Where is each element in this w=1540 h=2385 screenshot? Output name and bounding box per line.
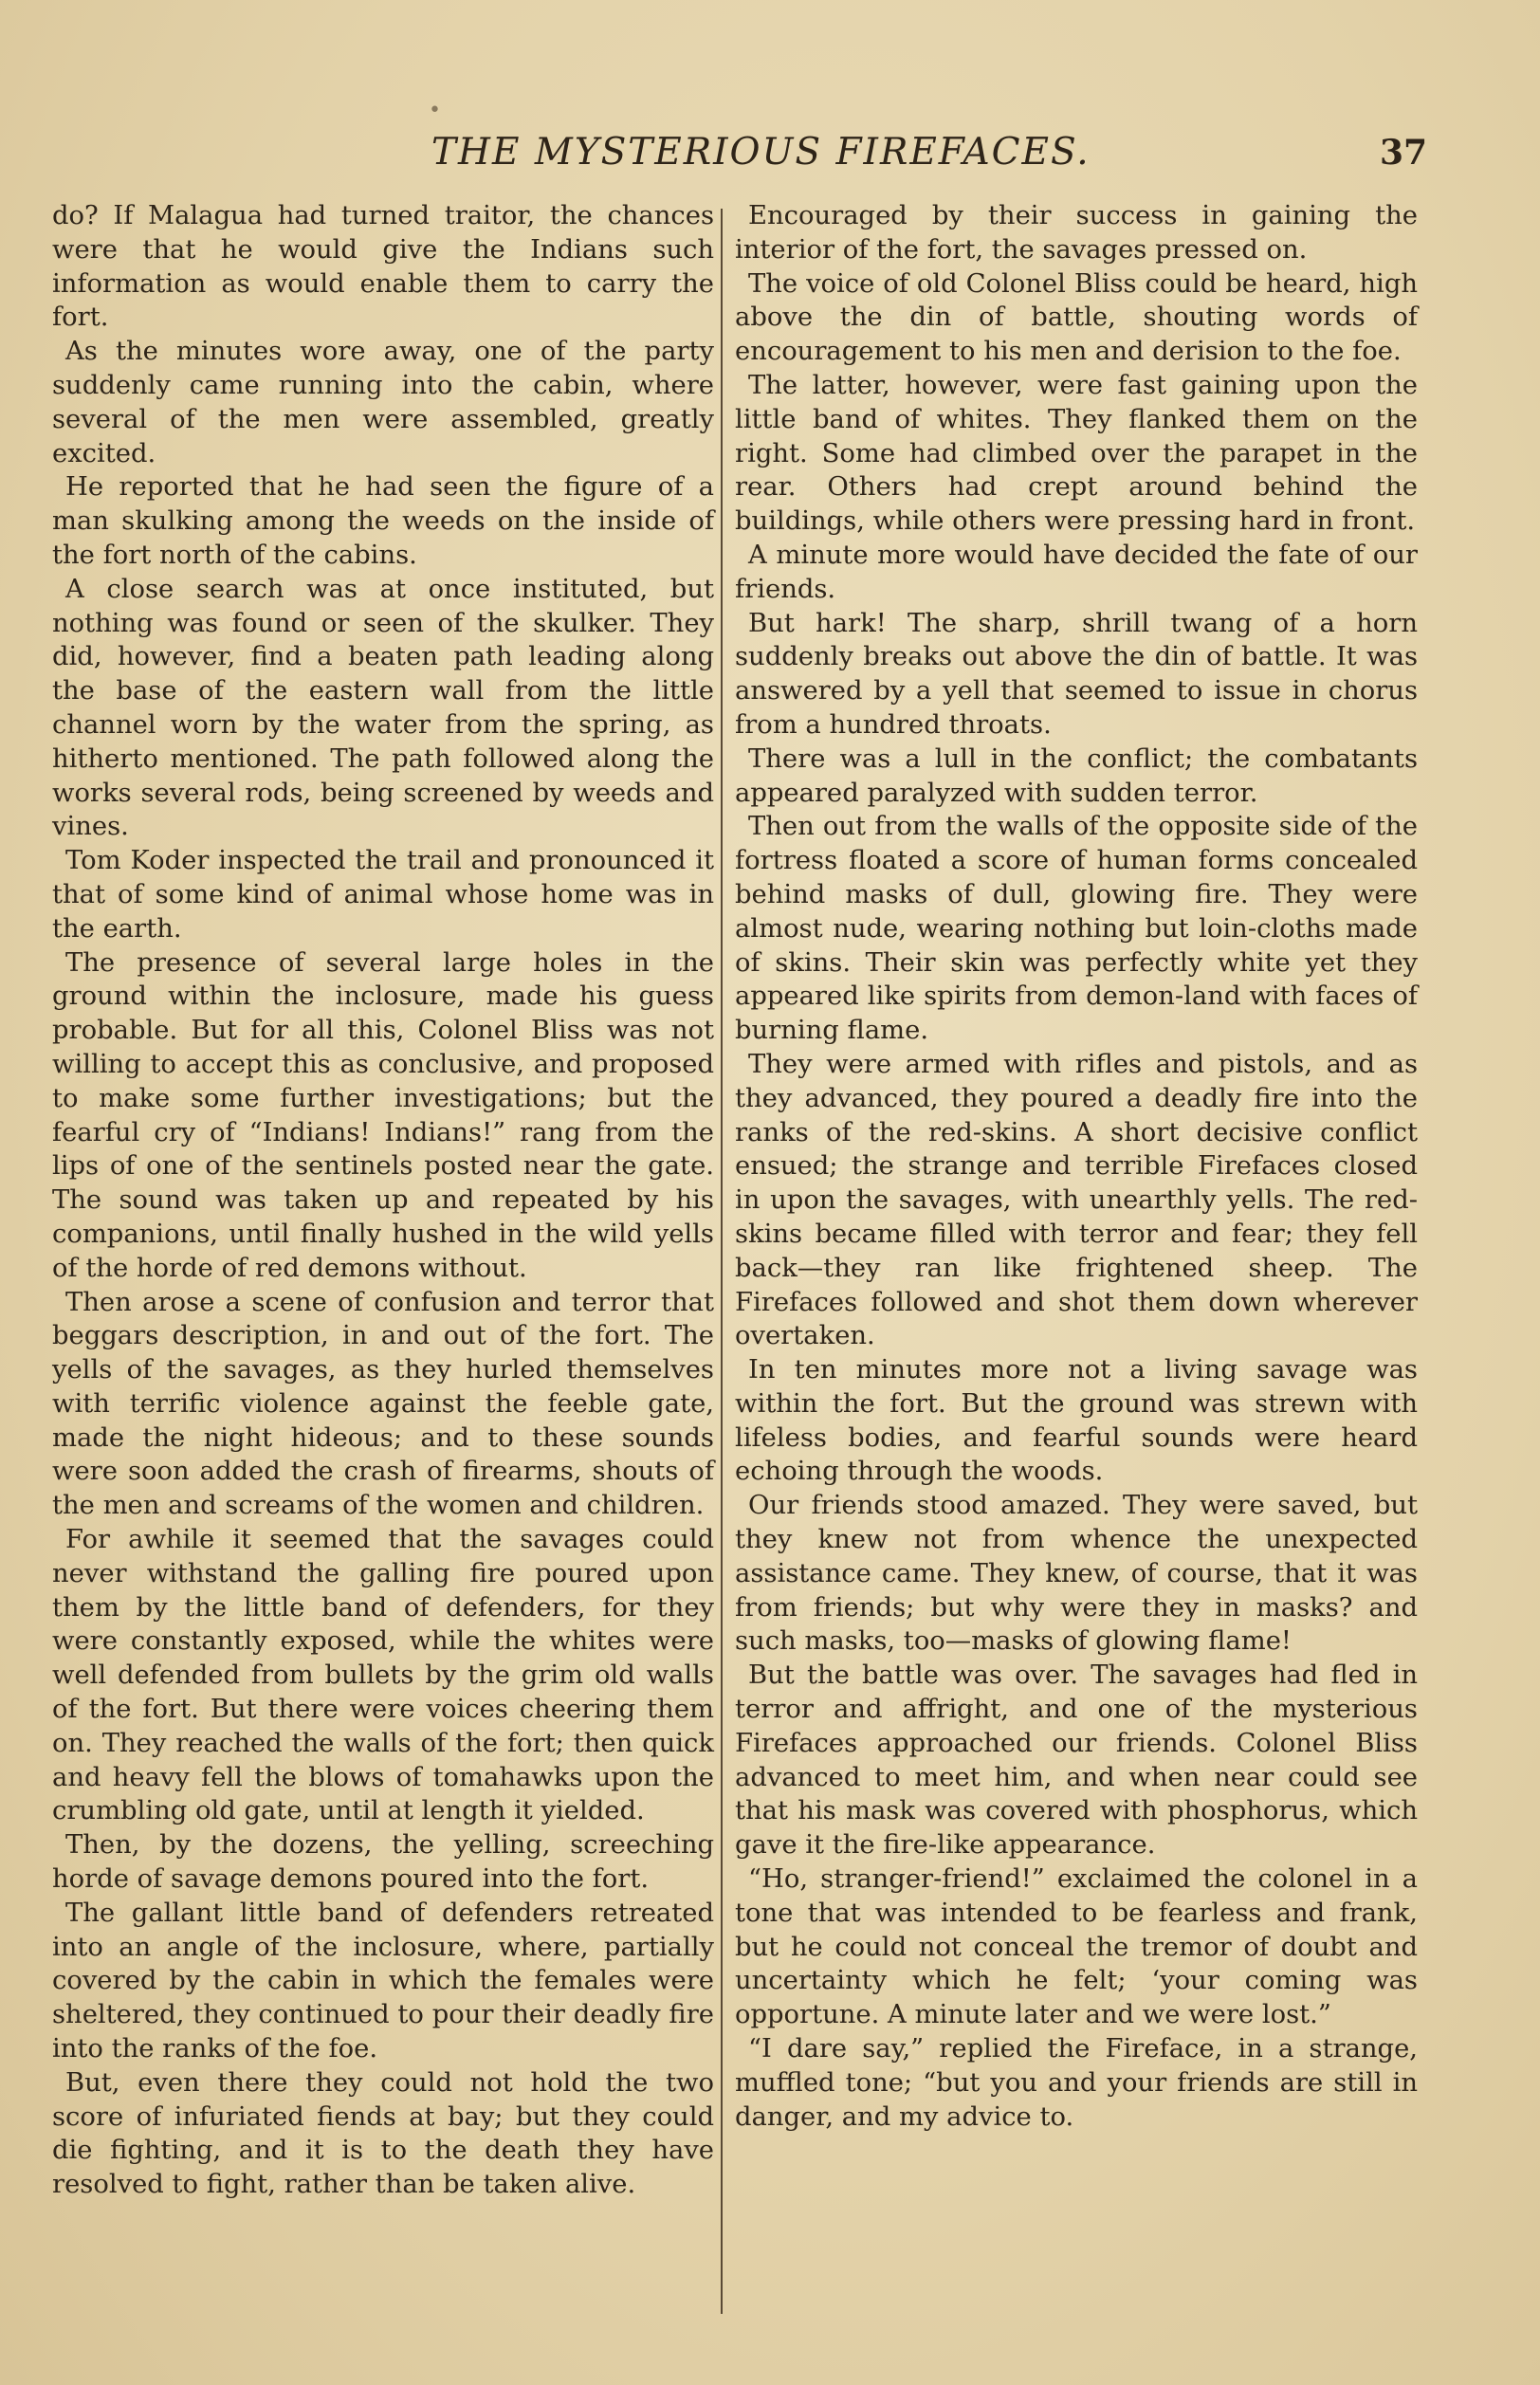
paragraph: do? If Malagua had turned traitor, the chances were that he would give the Indians such information as would enable them to carry the fort.: [52, 201, 714, 333]
paragraph: The latter, however, were fast gaining upon the little band of whites. They flanked them on the right. Some had climbed over the parapet in the rear. Others had crept around behind the buildings, while others were pressing hard in front.: [735, 370, 1418, 537]
paragraph: “I dare say,” replied the Fireface, in a strange, muffled tone; “but you and your friends are still in danger, and my advice to.: [735, 2034, 1418, 2132]
paragraph: “Ho, stranger-friend!” exclaimed the colonel in a tone that was intended to be fearless and frank, but he could not conceal the tremor of doubt and uncertainty which he felt; ‘your coming was opportune. A minute later and we were lost.”: [735, 1864, 1418, 2030]
paragraph: The presence of several large holes in the ground within the inclosure, made his guess probable. But for all this, Colonel Bliss was not willing to accept this as conclusive, and proposed to make some further investigations; but the fearful cry of “Indians! Indians!” rang from the lips of one of the sentinels posted near the gate. The sound was taken up and repeated by his companions, until finally hushed in the wild yells of the horde of red demons without.: [52, 947, 714, 1283]
paragraph: A minute more would have decided the fate of our friends.: [735, 540, 1418, 604]
paragraph: A close search was at once instituted, but nothing was found or seen of the skulker. They did, however, find a beaten path leading along the base of the eastern wall from the little channel worn by the water from the spring, as hitherto mentioned. The path followed along the works several rods, being screened by weeds and vines.: [52, 574, 714, 842]
paragraph: Our friends stood amazed. They were saved, but they knew not from whence the unexpected assistance came. They knew, of course, that it was from friends; but why were they in masks? and such masks, too—masks of glowing flame!: [735, 1491, 1418, 1657]
paragraph: But the battle was over. The savages had fled in terror and affright, and one of the mysterious Firefaces approached our friends. Colonel Bliss advanced to meet him, and when near could see that his mask was covered with phosphorus, which gave it the fire-like appearance.: [735, 1660, 1418, 1861]
page-number: 37: [1380, 133, 1428, 173]
right-column: [735, 199, 1418, 2134]
paragraph: There was a lull in the conflict; the combatants appeared paralyzed with sudden terror.: [735, 743, 1418, 808]
paragraph: Then arose a scene of confusion and terror that beggars description, in and out of the fort. The yells of the savages, as they hurled themselves with terrific violence against the feeble gate, made the night hideous; and to these sounds were soon added the crash of firearms, shouts of the men and screams of the women and children.: [52, 1287, 714, 1521]
printer-mark: •: [429, 99, 441, 122]
paragraph: But hark! The sharp, shrill twang of a horn suddenly breaks out above the din of battle. It was answered by a yell that seemed to issue in chorus from a hundred throats.: [735, 608, 1418, 740]
paragraph: In ten minutes more not a living savage was within the fort. But the ground was strewn with lifeless bodies, and fearful sounds were heard echoing through the woods.: [735, 1355, 1418, 1487]
paragraph: The voice of old Colonel Bliss could be heard, high above the din of battle, shouting words of encouragement to his men and derision to the foe.: [735, 268, 1418, 367]
paragraph: Tom Koder inspected the trail and pronounced it that of some kind of animal whose home was in the earth.: [52, 846, 714, 944]
paragraph: Then, by the dozens, the yelling, screeching horde of savage demons poured into the fort.: [52, 1830, 714, 1895]
paragraph: As the minutes wore away, one of the party suddenly came running into the cabin, where several of the men were assembled, greatly excited.: [52, 337, 714, 468]
paragraph: Then out from the walls of the opposite side of the fortress floated a score of human forms concealed behind masks of dull, glowing fire. They were almost nude, wearing nothing but loin-cloths made of skins. Their skin was perfectly white yet they appeared like spirits from demon-land with faces of burning flame.: [735, 812, 1418, 1046]
paragraph: Encouraged by their success in gaining the interior of the fort, the savages pressed on.: [735, 201, 1418, 265]
paragraph: They were armed with rifles and pistols, and as they advanced, they poured a deadly fire into the ranks of the red-skins. A short decisive conflict ensued; the strange and terrible Firefaces closed in upon the savages, with unearthly yells. The red-skins became filled with terror and fear; they fell back—they ran like frightened sheep. The Firefaces followed and shot them down wherever overtaken.: [735, 1049, 1418, 1351]
column-divider: [721, 209, 723, 2314]
paragraph: But, even there they could not hold the two score of infuriated fiends at bay; but they could die fighting, and it is to the death they have resolved to fight, rather than be taken alive.: [52, 2067, 714, 2200]
paragraph: The gallant little band of defenders retreated into an angle of the inclosure, where, partially covered by the cabin in which the females were sheltered, they continued to pour their deadly fire into the ranks of the foe.: [52, 1898, 714, 2064]
paragraph: For awhile it seemed that the savages could never withstand the galling fire poured upon them by the little band of defenders, for they were constantly exposed, while the whites were well defended from bullets by the grim old walls of the fort. But there were voices cheering them on. They reached the walls of the fort; then quick and heavy fell the blows of tomahawks upon the crumbling old gate, until at length it yielded.: [52, 1525, 714, 1826]
paragraph: He reported that he had seen the figure of a man skulking among the weeds on the inside of the fort north of the cabins.: [52, 472, 714, 570]
running-title: THE MYSTERIOUS FIREFACES.: [431, 131, 1091, 174]
left-column: [52, 199, 714, 2202]
